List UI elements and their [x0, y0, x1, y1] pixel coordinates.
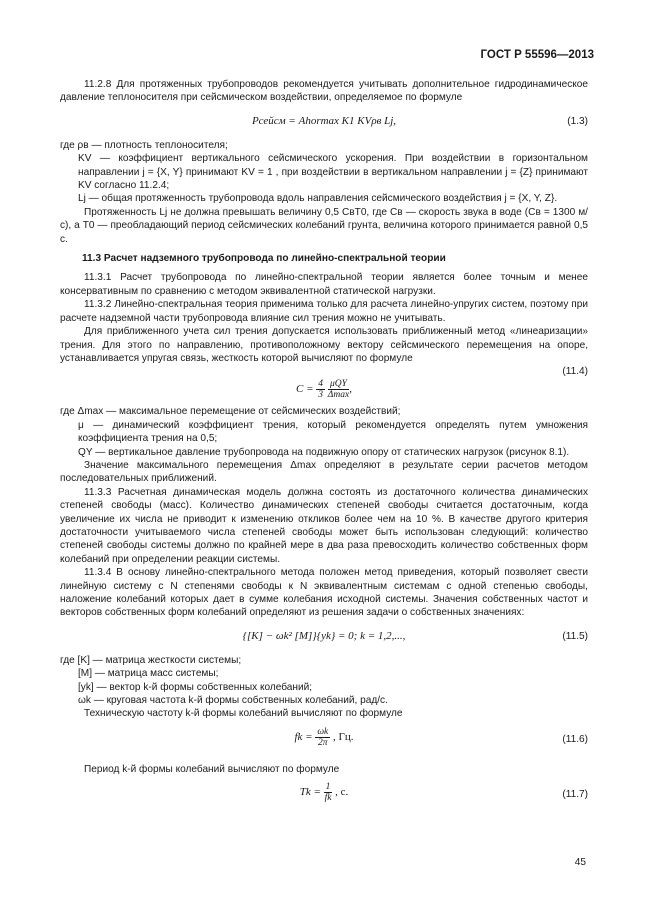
para-dmax: Значение максимального перемещения Δmax определяют в результате серии расчетов методом последовательных приближений.: [60, 459, 588, 485]
equation-11-4-number-row: [60, 365, 588, 379]
definition-mu: μ — динамический коэффициент трения, который рекомендуется определять путем умножения коэффициента трения на 0,5;: [78, 419, 588, 445]
para-friction: Для приближенного учета сил трения допускается использовать приближенный метод «линеаризации» трения. Для этого по направлению, противоположному вектору сейсмического перемещения на опоре, устанавливается упругая связь, жесткость которой вычисляют по формуле: [60, 326, 588, 364]
eq116-num: ωk: [317, 726, 329, 737]
eq116-lhs: fk =: [294, 730, 313, 743]
eq117-num: 1: [325, 782, 331, 793]
eq114-fraction-2: [328, 379, 349, 400]
eq114-f2-den: Δmax: [327, 390, 350, 401]
definition-m-matrix: [M] — матрица масс системы;: [78, 668, 219, 680]
eq117-unit: , с.: [335, 786, 349, 799]
definition-omega: ωk — круговая частота k-й формы собственных колебаний, рад/с.: [78, 695, 388, 707]
definition-y-vector: [yk] — вектор k-й формы собственных колебаний;: [78, 681, 313, 693]
eq117-lhs: Tk =: [299, 786, 321, 799]
equation-11-6: [60, 727, 588, 753]
eq116-den: 2π: [318, 737, 328, 748]
definition-lj: Lj — общая протяженность трубопровода вдоль направления сейсмического воздействия j = {X, Y, Z}.: [78, 193, 558, 205]
formula-11-5: {[K] − ωk² [M]}{yk} = 0; k = 1,2,...,: [242, 629, 406, 642]
para-11-3-3: 11.3.3 Расчетная динамическая модель должна состоять из достаточного количества динамических степеней свободы (масс). Количество динамических степеней свободы считается достаточным, когда увеличение их числа не приводит к изменению откликов более чем на 10 %. В качестве другого критерия достаточности учитываемого числа степеней свободы может быть использован следующий: количество степеней свободы системы должно по крайней мере в два раза превосходить количество собственных форм колебаний при определении реакции системы.: [60, 486, 588, 565]
equation-11-4: C = $\frac{4}{3}$ $\frac{\text{μQY}}{\Delta\max}$ ,: [296, 379, 352, 401]
body-text: [60, 78, 588, 808]
para-11-3-4: 11.3.4 В основу линейно-спектрального метода положен метод приведения, который позволяет свести линейную систему с N степенями свободы к N эквивалентным системам с одной степенью свободы, наложение колебаний которых дает в сумме колебания исходной системы. Значения собственных частот и векторов собственных форм колебаний определяют из решения задачи о собственных значениях:: [60, 567, 588, 619]
equation-11-5: [60, 630, 588, 644]
eq116-unit: , Гц.: [333, 730, 354, 743]
equation-1-3: [60, 115, 588, 129]
equation-number-11-6: (11.6): [562, 733, 588, 745]
para-tech-frequency: Техническую частоту k-й формы колебаний вычисляют по формуле: [84, 708, 403, 720]
eq117-fraction: [324, 782, 333, 803]
para-11-3-2: 11.3.2 Линейно-спектральная теория применима только для расчета линейно-упругих систем, поэтому при расчете надземной части трубопровода влияние сил трения можно не учитывать.: [60, 299, 588, 324]
section-heading-11-3: 11.3 Расчет надземного трубопровода по линейно-спектральной теории: [82, 253, 446, 265]
eq114-f2-num: μQY: [328, 379, 349, 390]
note-length: Протяженность Lj не должна превышать величину 0,5 CвT0, где Cв — скорость звука в воде (Cв = 1300 м/с), а T0 — преобладающий период сейсмических колебаний грунта, величина которого принимается равной 0,5 с.: [60, 206, 588, 245]
para-11-2-8: 11.2.8 Для протяженных трубопроводов рекомендуется учитывать дополнительное гидродинамическое давление теплоносителя при сейсмическом воздействии, определяемое по формуле: [60, 79, 588, 104]
eq116-fraction: [315, 727, 330, 748]
definition-kv: KV — коэффициент вертикального сейсмического ускорения. При воздействии в горизонтальном направлении j = {X, Y} принимают KV = 1 , при воздействии в вертикальном направлении j = {Z} принимают KV согласно 11.2.4;: [78, 153, 588, 192]
definition-rho: где ρв — плотность теплоносителя;: [60, 139, 228, 151]
definition-k-matrix: где [K] — матрица жесткости системы;: [60, 654, 242, 666]
definition-qy: QY — вертикальное давление трубопровода на подвижную опору от статических нагрузок (рисунок 8.1).: [78, 446, 570, 458]
equation-number-11-5: (11.5): [562, 630, 588, 642]
definition-dmax: где Δmax — максимальное перемещение от сейсмических воздействий;: [60, 406, 401, 418]
equation-number-11-4: (11.4): [562, 366, 588, 378]
standard-header: ГОСТ Р 55596—2013: [480, 49, 594, 61]
eq114-f1-den: 3: [318, 390, 324, 401]
eq114-f1-num: 4: [318, 379, 324, 390]
formula-1-3: Pсейсм = Ahormax K1 KVρв Lj,: [251, 114, 397, 127]
page-number: 45: [574, 857, 586, 868]
equation-number-1-3: (1.3): [567, 115, 588, 127]
eq114-lhs: C =: [296, 383, 314, 396]
eq114-fraction-1: [316, 379, 325, 400]
equation-11-7: [60, 782, 588, 808]
eq117-den: fk: [324, 793, 332, 804]
para-period: Период k-й формы колебаний вычисляют по формуле: [84, 763, 340, 775]
para-11-3-1: 11.3.1 Расчет трубопровода по линейно-спектральной теории является более точным и менее консервативным по сравнению с методом эквивалентной статической нагрузки.: [60, 272, 588, 297]
equation-number-11-7: (11.7): [562, 789, 588, 801]
